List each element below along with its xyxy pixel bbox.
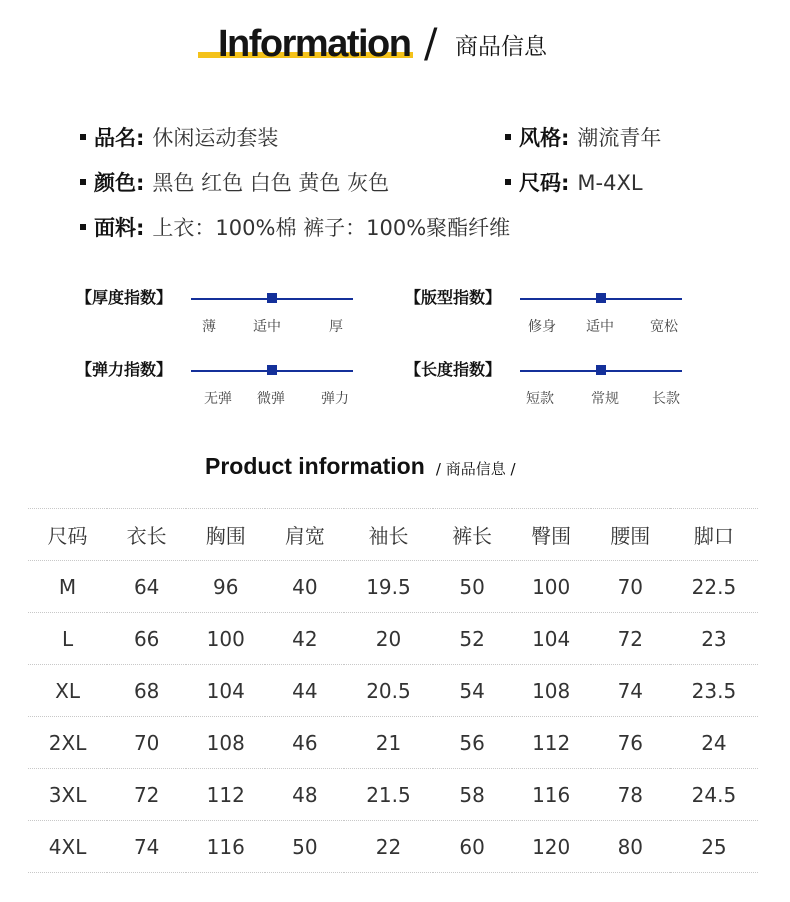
table-cell: 68 xyxy=(107,665,186,717)
index-tick-high: 弹力 xyxy=(321,391,349,407)
index-tick-high: 宽松 xyxy=(650,319,678,335)
table-row xyxy=(28,613,758,665)
table-cell: 116 xyxy=(512,769,591,821)
table-cell: 74 xyxy=(107,821,186,873)
index-tick-low: 无弹 xyxy=(204,391,232,407)
table-row xyxy=(28,561,758,613)
product-info-title xyxy=(205,453,516,480)
header-slash: / xyxy=(424,21,438,67)
attr-style: 风格: 潮流青年 xyxy=(505,124,661,152)
attr-sizes: 尺码: M-4XL xyxy=(505,169,643,197)
table-header-cell: 肩宽 xyxy=(265,509,344,561)
table-header-cell: 腰围 xyxy=(591,509,670,561)
attr-name: 品名: 休闲运动套装 xyxy=(80,124,278,152)
table-cell: 80 xyxy=(591,821,670,873)
table-row xyxy=(28,665,758,717)
table-header-cell: 臀围 xyxy=(512,509,591,561)
header-title-en: Information xyxy=(218,23,411,65)
table-cell: 120 xyxy=(512,821,591,873)
table-cell: 96 xyxy=(186,561,265,613)
index-fit xyxy=(405,287,735,347)
index-label: 【长度指数】 xyxy=(405,360,502,379)
table-cell: 22 xyxy=(344,821,432,873)
table-cell: 50 xyxy=(265,821,344,873)
table-cell: 44 xyxy=(265,665,344,717)
table-cell: 108 xyxy=(186,717,265,769)
table-cell: XL xyxy=(28,665,107,717)
table-cell: 112 xyxy=(186,769,265,821)
table-cell: 76 xyxy=(591,717,670,769)
table-cell: 23 xyxy=(670,613,758,665)
table-cell: 70 xyxy=(591,561,670,613)
index-tick-mid: 微弹 xyxy=(257,391,285,407)
table-cell: 78 xyxy=(591,769,670,821)
table-cell: 4XL xyxy=(28,821,107,873)
table-header-cell: 脚口 xyxy=(670,509,758,561)
bullet-icon xyxy=(80,179,86,185)
table-row xyxy=(28,717,758,769)
table-cell: 23.5 xyxy=(670,665,758,717)
attr-fabric: 面料: 上衣：100%棉 裤子：100%聚酯纤维 xyxy=(80,214,510,242)
table-cell: 70 xyxy=(107,717,186,769)
information-header xyxy=(0,18,790,78)
index-tick-low: 修身 xyxy=(528,319,556,335)
table-cell: 20.5 xyxy=(344,665,432,717)
table-cell: L xyxy=(28,613,107,665)
table-header-row xyxy=(28,509,758,561)
table-cell: 54 xyxy=(433,665,512,717)
table-cell: 40 xyxy=(265,561,344,613)
bullet-icon xyxy=(80,134,86,140)
table-cell: 21.5 xyxy=(344,769,432,821)
table-cell: 72 xyxy=(107,769,186,821)
table-cell: 2XL xyxy=(28,717,107,769)
bullet-icon xyxy=(80,224,86,230)
table-cell: 64 xyxy=(107,561,186,613)
index-marker xyxy=(596,365,606,375)
product-info-title-cn: / 商品信息 / xyxy=(435,460,516,478)
table-cell: 50 xyxy=(433,561,512,613)
table-header-cell: 衣长 xyxy=(107,509,186,561)
table-cell: 46 xyxy=(265,717,344,769)
table-cell: 116 xyxy=(186,821,265,873)
product-info-title-en: Product information xyxy=(205,453,425,479)
index-tick-mid: 常规 xyxy=(591,391,619,407)
table-cell: 56 xyxy=(433,717,512,769)
size-table xyxy=(28,508,758,873)
table-cell: 24.5 xyxy=(670,769,758,821)
table-cell: 19.5 xyxy=(344,561,432,613)
table-cell: 21 xyxy=(344,717,432,769)
table-cell: 22.5 xyxy=(670,561,758,613)
table-cell: 104 xyxy=(186,665,265,717)
table-header-cell: 袖长 xyxy=(344,509,432,561)
table-row xyxy=(28,821,758,873)
table-cell: 52 xyxy=(433,613,512,665)
header-title-cn: 商品信息 xyxy=(455,34,547,60)
index-marker xyxy=(267,293,277,303)
attr-colors: 颜色: 黑色 红色 白色 黄色 灰色 xyxy=(80,169,389,197)
index-marker xyxy=(267,365,277,375)
index-tick-low: 薄 xyxy=(202,319,216,335)
index-tick-high: 厚 xyxy=(329,319,343,335)
index-label: 【厚度指数】 xyxy=(76,288,173,307)
table-cell: 74 xyxy=(591,665,670,717)
table-cell: 100 xyxy=(186,613,265,665)
table-cell: 25 xyxy=(670,821,758,873)
table-header-cell: 尺码 xyxy=(28,509,107,561)
table-header-cell: 胸围 xyxy=(186,509,265,561)
table-cell: M xyxy=(28,561,107,613)
bullet-icon xyxy=(505,134,511,140)
table-cell: 104 xyxy=(512,613,591,665)
table-cell: 42 xyxy=(265,613,344,665)
index-tick-low: 短款 xyxy=(526,391,554,407)
table-cell: 112 xyxy=(512,717,591,769)
table-cell: 3XL xyxy=(28,769,107,821)
index-thickness xyxy=(76,287,406,347)
table-cell: 48 xyxy=(265,769,344,821)
bullet-icon xyxy=(505,179,511,185)
table-cell: 20 xyxy=(344,613,432,665)
index-label: 【弹力指数】 xyxy=(76,360,173,379)
index-elasticity xyxy=(76,359,406,419)
table-cell: 24 xyxy=(670,717,758,769)
index-tick-mid: 适中 xyxy=(253,319,281,335)
table-cell: 108 xyxy=(512,665,591,717)
table-cell: 100 xyxy=(512,561,591,613)
table-cell: 72 xyxy=(591,613,670,665)
table-cell: 58 xyxy=(433,769,512,821)
index-label: 【版型指数】 xyxy=(405,288,502,307)
table-cell: 60 xyxy=(433,821,512,873)
table-cell: 66 xyxy=(107,613,186,665)
table-header-cell: 裤长 xyxy=(433,509,512,561)
index-length xyxy=(405,359,735,419)
index-tick-mid: 适中 xyxy=(586,319,614,335)
index-marker xyxy=(596,293,606,303)
index-tick-high: 长款 xyxy=(652,391,680,407)
table-row xyxy=(28,769,758,821)
